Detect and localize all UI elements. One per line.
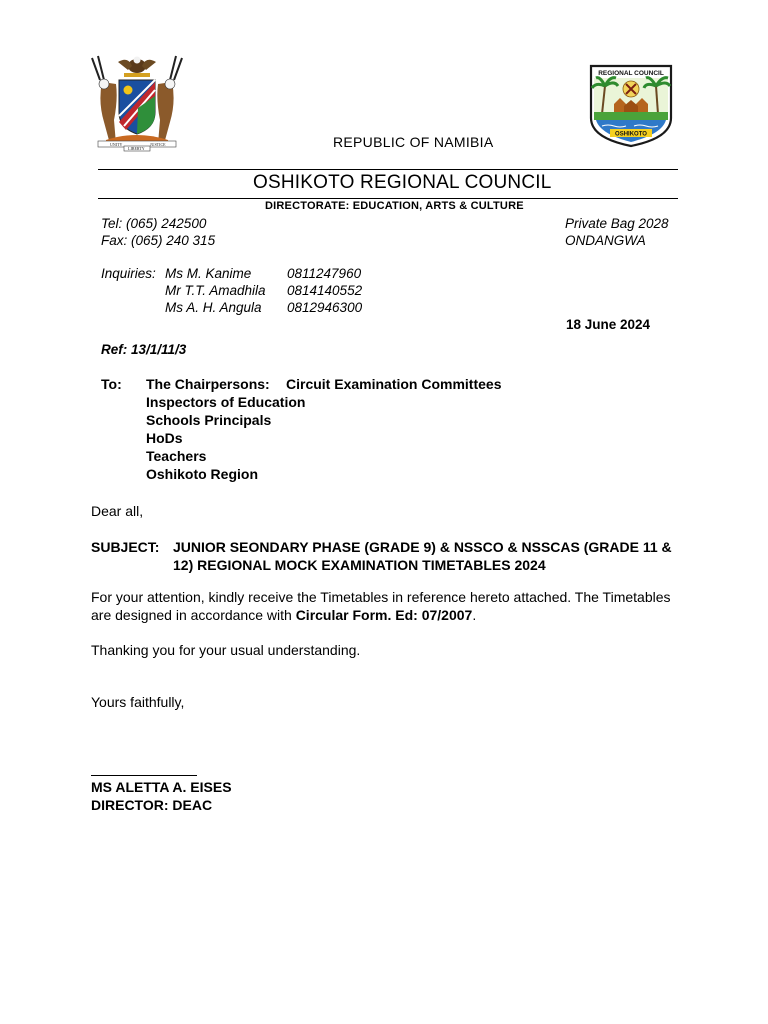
- recipient-item: Inspectors of Education: [146, 394, 306, 410]
- seal-bottom-text: OSHIKOTO: [615, 131, 647, 138]
- postal-address-line2: ONDANGWA: [565, 233, 646, 248]
- telephone: Tel: (065) 242500: [101, 216, 207, 231]
- inquiry-contact-phone: 0811247960: [287, 266, 362, 281]
- namibia-coat-of-arms: [88, 52, 186, 152]
- recipient-item: Teachers: [146, 448, 207, 464]
- inquiry-contact-name: Mr T.T. Amadhila: [165, 283, 266, 298]
- salutation: Dear all,: [91, 503, 144, 519]
- oshikoto-regional-council-seal: [588, 64, 674, 148]
- subject-label: SUBJECT:: [91, 539, 160, 555]
- postal-address-line1: Private Bag 2028: [565, 216, 669, 231]
- letter-date: 18 June 2024: [566, 317, 651, 332]
- motto-unity-text: UNITY: [110, 142, 123, 147]
- recipient-chairpersons-detail: Circuit Examination Committees: [286, 376, 502, 392]
- to-label: To:: [101, 376, 122, 392]
- seal-banner-text: REGIONAL COUNCIL: [598, 70, 664, 77]
- body-line2: [91, 607, 476, 623]
- council-name: OSHIKOTO REGIONAL COUNCIL: [253, 172, 552, 193]
- signatory-title: DIRECTOR: DEAC: [91, 797, 213, 813]
- recipient-item: HoDs: [146, 430, 183, 446]
- inquiry-contact-name: Ms M. Kanime: [165, 266, 252, 281]
- inquiry-contact-name: Ms A. H. Angula: [165, 300, 262, 315]
- reference-number: Ref: 13/1/11/3: [101, 342, 187, 357]
- recipient-chairpersons: The Chairpersons:: [146, 376, 270, 392]
- inquiries-label: Inquiries:: [101, 266, 156, 281]
- closing: Yours faithfully,: [91, 694, 185, 710]
- body-line1: For your attention, kindly receive the Timetables in reference hereto attached. The Timetables: [91, 589, 671, 605]
- header-rule-bottom: [98, 198, 678, 199]
- header-rule-top: [98, 169, 678, 170]
- body-line2-prefix: are designed in accordance with: [91, 607, 296, 623]
- motto-liberty-text: LIBERTY: [128, 146, 145, 152]
- directorate-name: DIRECTORATE: EDUCATION, ARTS & CULTURE: [265, 200, 524, 212]
- motto-justice-text: JUSTICE: [150, 142, 166, 147]
- subject-line2: 12) REGIONAL MOCK EXAMINATION TIMETABLES 2024: [173, 557, 546, 573]
- thanks-line: Thanking you for your usual understanding.: [91, 642, 361, 658]
- recipient-item: Schools Principals: [146, 412, 272, 428]
- body-line2-suffix: .: [472, 607, 477, 623]
- fax: Fax: (065) 240 315: [101, 233, 216, 248]
- country-name: REPUBLIC OF NAMIBIA: [333, 134, 494, 150]
- signature-line: [91, 775, 197, 776]
- signatory-name: MS ALETTA A. EISES: [91, 779, 232, 795]
- subject-line1: JUNIOR SEONDARY PHASE (GRADE 9) & NSSCO & NSSCAS (GRADE 11 &: [173, 539, 672, 555]
- recipient-item: Oshikoto Region: [146, 466, 258, 482]
- inquiry-contact-phone: 0814140552: [287, 283, 363, 298]
- inquiry-contact-phone: 0812946300: [287, 300, 363, 315]
- circular-reference: Circular Form. Ed: 07/2007: [295, 607, 473, 623]
